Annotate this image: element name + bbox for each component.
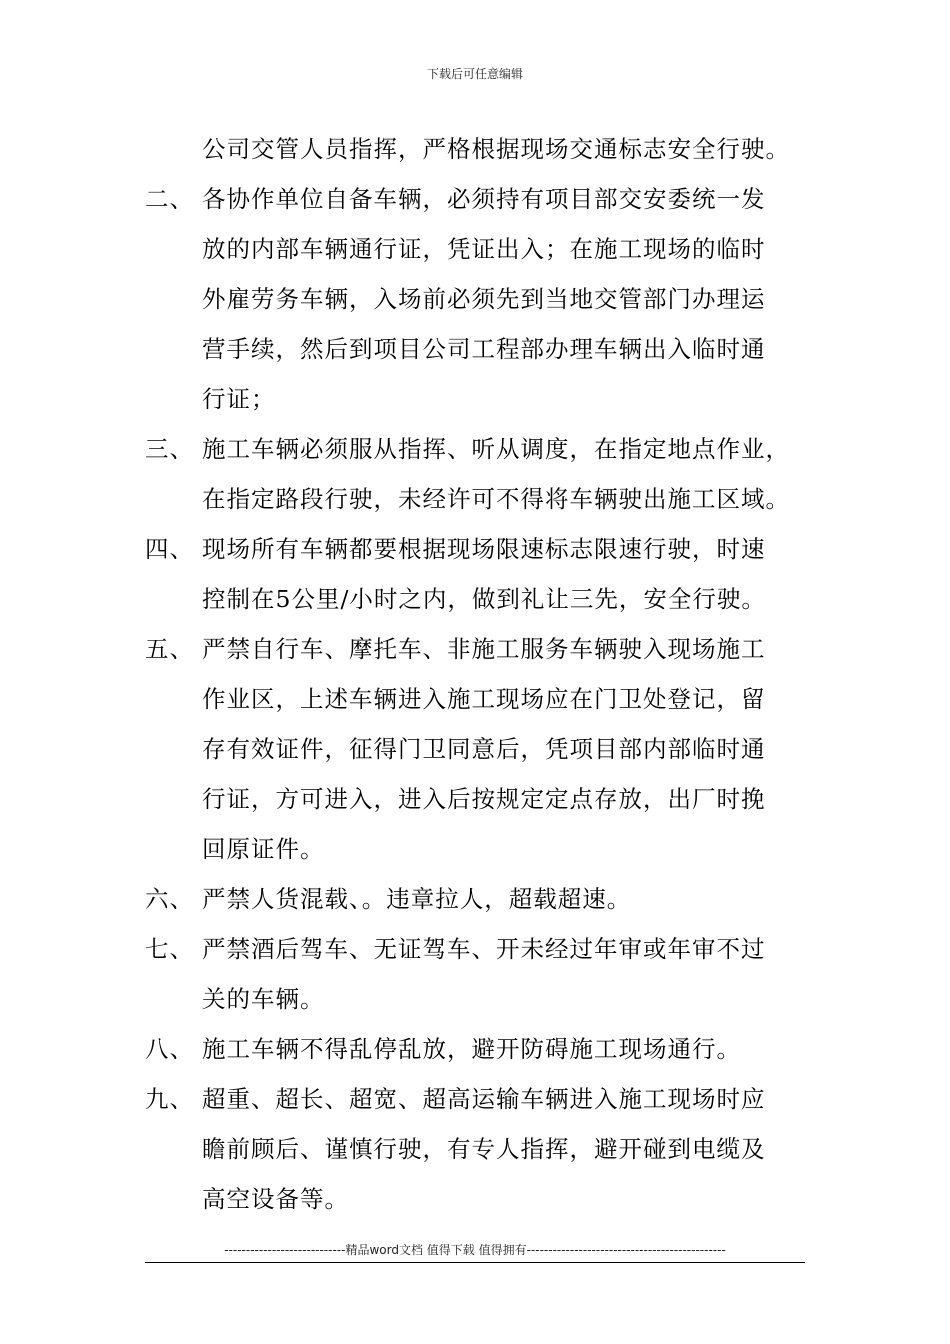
- list-item-text: 超重、超长、超宽、超高运输车辆进入施工现场时应: [202, 1085, 766, 1113]
- list-item-text: 控制在5公里/小时之内，做到礼让三先，安全行驶。: [202, 585, 766, 613]
- list-item-9-line-3: [0, 1181, 950, 1217]
- list-item-number: 七、: [145, 935, 194, 963]
- list-item-text: 放的内部车辆通行证，凭证出入；在施工现场的临时: [202, 235, 766, 263]
- list-item-text: 严禁人货混载、。违章拉人，超载超速。: [202, 885, 632, 913]
- list-item-4-line-2: [0, 581, 950, 617]
- list-item-number: 五、: [145, 635, 194, 663]
- header-note: 下载后可任意编辑: [426, 67, 523, 81]
- list-item-number: 三、: [145, 435, 194, 463]
- list-item-text: 严禁酒后驾车、无证驾车、开未经过年审或年审不过: [202, 935, 766, 963]
- list-item-text: 严禁自行车、摩托车、非施工服务车辆驶入现场施工: [202, 635, 766, 663]
- footer-note: ----------------------------精品word文档 值得下载 值得拥有----------------------------------------------: [224, 1243, 726, 1257]
- list-item-text: 外雇劳务车辆，入场前必须先到当地交管部门办理运: [202, 285, 766, 313]
- list-item-number: 四、: [145, 535, 194, 563]
- list-item-5-line-5: [0, 831, 950, 867]
- list-item-text: 作业区，上述车辆进入施工现场应在门卫处登记，留: [202, 685, 766, 713]
- list-item-number: 九、: [145, 1085, 194, 1113]
- list-item-text: 行证；: [202, 385, 276, 413]
- list-item-5-line-1: [0, 631, 950, 667]
- list-item-text: 关的车辆。: [202, 985, 325, 1013]
- list-item-text: 存有效证件，征得门卫同意后，凭项目部内部临时通: [202, 735, 766, 763]
- list-item-text: 营手续，然后到项目公司工程部办理车辆出入临时通: [202, 335, 766, 363]
- continuation-line: [0, 131, 950, 167]
- list-item-text: 施工车辆必须服从指挥、听从调度，在指定地点作业，: [202, 435, 790, 463]
- list-item-number: 二、: [145, 185, 194, 213]
- list-item-4-line-1: [0, 531, 950, 567]
- list-item-3-line-2: [0, 481, 950, 517]
- list-item-2-line-2: [0, 231, 950, 267]
- list-item-7-line-2: [0, 981, 950, 1017]
- list-item-6-line-1: [0, 881, 950, 917]
- list-item-2-line-5: [0, 381, 950, 417]
- list-item-text: 现场所有车辆都要根据现场限速标志限速行驶，时速: [202, 535, 766, 563]
- list-item-text: 回原证件。: [202, 835, 325, 863]
- list-item-text: 施工车辆不得乱停乱放，避开防碍施工现场通行。: [202, 1035, 741, 1063]
- list-item-7-line-1: [0, 931, 950, 967]
- continuation-text: 公司交管人员指挥，严格根据现场交通标志安全行驶。: [202, 135, 790, 163]
- list-item-text: 各协作单位自备车辆，必须持有项目部交安委统一发: [202, 185, 766, 213]
- list-item-9-line-2: [0, 1131, 950, 1167]
- list-item-5-line-2: [0, 681, 950, 717]
- list-item-3-line-1: [0, 431, 950, 467]
- list-item-text: 高空设备等。: [202, 1185, 349, 1213]
- list-item-8-line-1: [0, 1031, 950, 1067]
- list-item-text: 瞻前顾后、谨慎行驶，有专人指挥，避开碰到电缆及: [202, 1135, 766, 1163]
- list-item-5-line-4: [0, 781, 950, 817]
- list-item-2-line-3: [0, 281, 950, 317]
- footer-divider: [145, 1262, 805, 1263]
- list-item-2-line-4: [0, 331, 950, 367]
- list-item-2-line-1: [0, 181, 950, 217]
- list-item-number: 八、: [145, 1035, 194, 1063]
- list-item-text: 在指定路段行驶，未经许可不得将车辆驶出施工区域。: [202, 485, 790, 513]
- list-item-5-line-3: [0, 731, 950, 767]
- list-item-number: 六、: [145, 885, 194, 913]
- list-item-9-line-1: [0, 1081, 950, 1117]
- list-item-text: 行证，方可进入，进入后按规定定点存放，出厂时挽: [202, 785, 766, 813]
